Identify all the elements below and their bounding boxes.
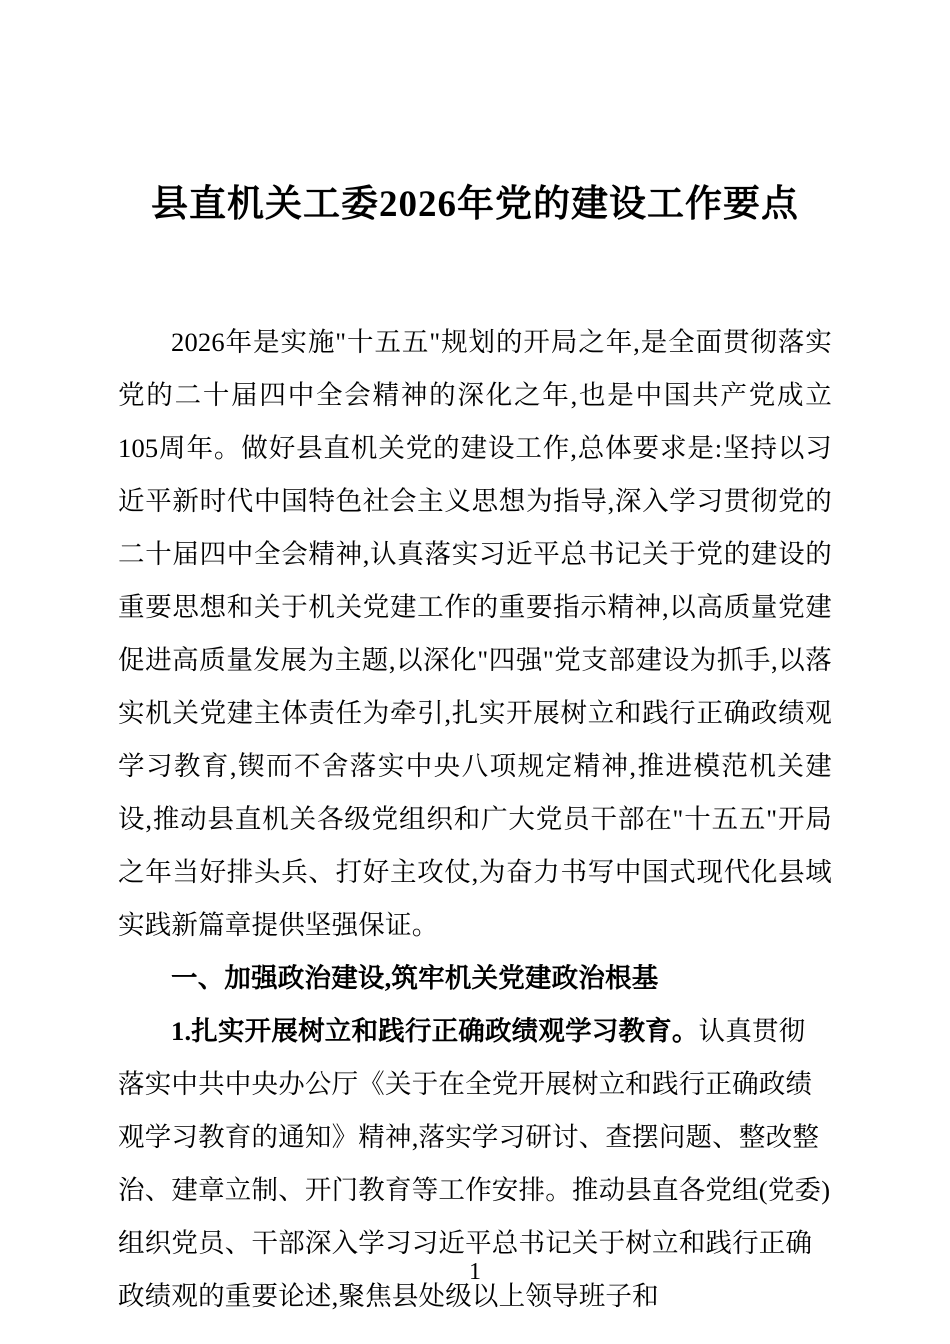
subsection-lead: 1.扎实开展树立和践行正确政绩观学习教育。 [171, 1015, 699, 1046]
page-number: 1 [469, 1259, 481, 1285]
body-paragraph: 2026年是实施"十五五"规划的开局之年,是全面贯彻落实党的二十届四中全会精神的深化之年,也是中国共产党成立105周年。做好县直机关党的建设工作,总体要求是:坚持以习近平新时代中国特色社会主义思想为指导,深入学习贯彻党的二十届四中全会精神,认真落实习近平总书记关于党的建设的重要思想和关于机关党建工作的重要指示精神,以高质量党建促进高质量发展为主题,以深化"四强"党支部建设为抓手,以落实机关党建主体责任为牵引,扎实开展树立和践行正确政绩观学习教育,锲而不舍落实中央八项规定精神,推进模范机关建设,推动县直机关各级党组织和广大党员干部在"十五五"开局之年当好排头兵、打好主攻仗,为奋力书写中国式现代化县域实践新篇章提供坚强保证。 [118, 326, 832, 940]
page-title: 县直机关工委2026年党的建设工作要点 [151, 184, 799, 225]
section-heading: 一、加强政治建设,筑牢机关党建政治根基 [171, 962, 659, 993]
subsection-body: 认真贯彻落实中共中央办公厅《关于在全党开展树立和践行正确政绩观学习教育的通知》精神,落实学习研讨、查摆问题、整改整治、建章立制、开门教育等工作安排。推动县直各党组(党委)组织党员、干部深入学习习近平总书记关于树立和践行正确政绩观的重要论述,聚焦县处级以上领导班子和 [118, 1015, 831, 1311]
